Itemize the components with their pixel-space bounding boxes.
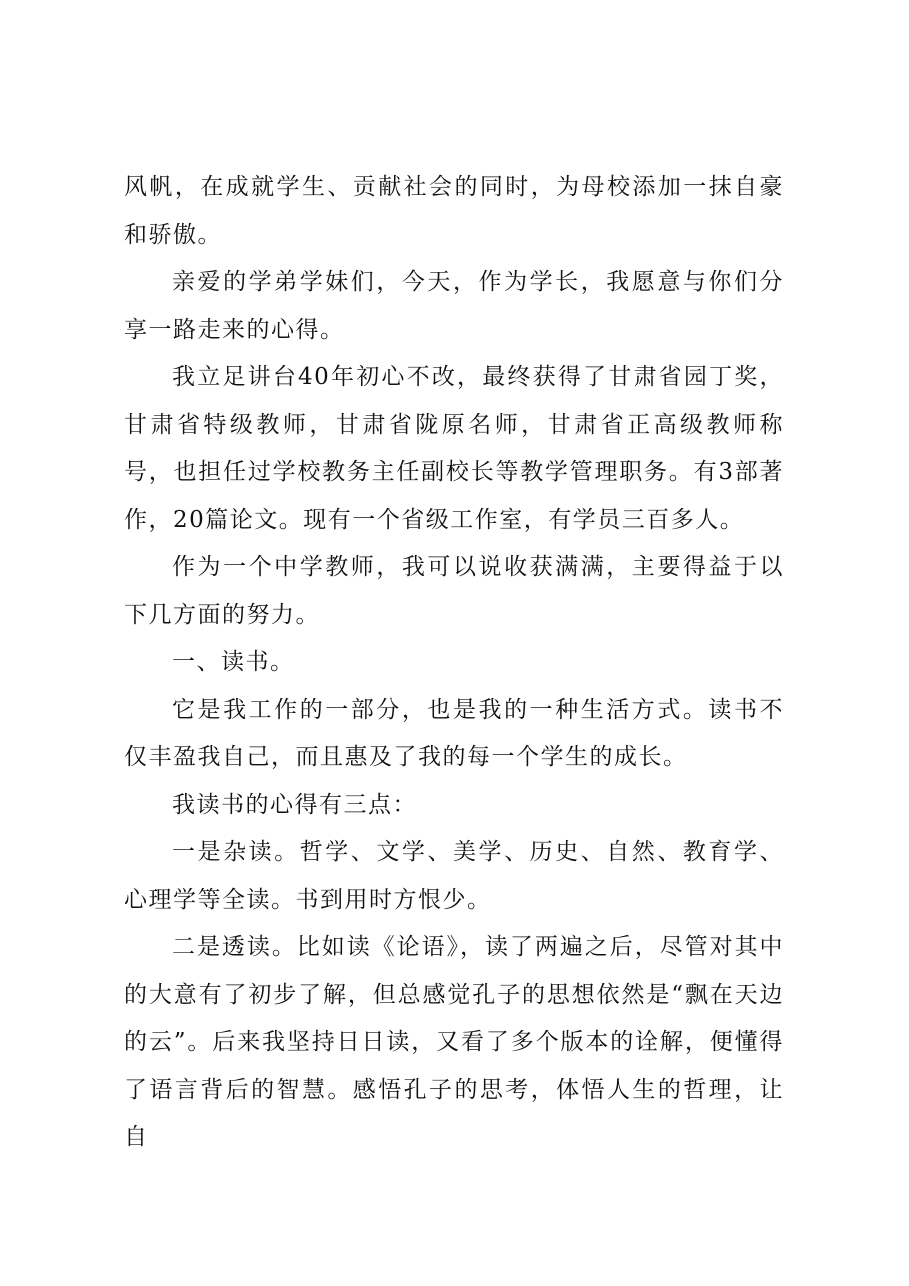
paragraph-4: 作为一个中学教师，我可以说收获满满，主要得益于以下几方面的努力。 [124,554,784,628]
paragraph-2: 亲爱的学弟学妹们，今天，作为学长，我愿意与你们分享一路走来的心得。 [124,269,784,343]
paragraph-1: 风帆，在成就学生、贡献社会的同时，为母校添加一抹自豪和骄傲。 [124,174,784,248]
paragraph-3: 我立足讲台40年初心不改，最终获得了甘肃省园丁奖，甘肃省特级教师，甘肃省陇原名师，甘肃省正高级教师称号，也担任过学校教务主任副校长等教学管理职务。有3部著作，20篇论文。现有一个省级工作室，有学员三百多人。 [124,364,784,533]
paragraph-6: 它是我工作的一部分，也是我的一种生活方式。读书不仅丰盈我自己，而且惠及了我的每一个学生的成长。 [124,696,784,770]
paragraph-9: 二是透读。比如读《论语》，读了两遍之后，尽管对其中的大意有了初步了解，但总感觉孔子的思想依然是“飘在天边的云”。后来我坚持日日读，又看了多个版本的诠解，便懂得了语言背后的智慧。感悟孔子的思考，体悟人生的哲理，让自 [124,934,784,1150]
section-heading-reading: 一、读书。 [172,649,295,675]
paragraph-8: 一是杂读。哲学、文学、美学、历史、自然、教育学、心理学等全读。书到用时方恨少。 [124,839,784,913]
paragraph-7: 我读书的心得有三点： [172,791,417,818]
document-body [124,164,784,1162]
